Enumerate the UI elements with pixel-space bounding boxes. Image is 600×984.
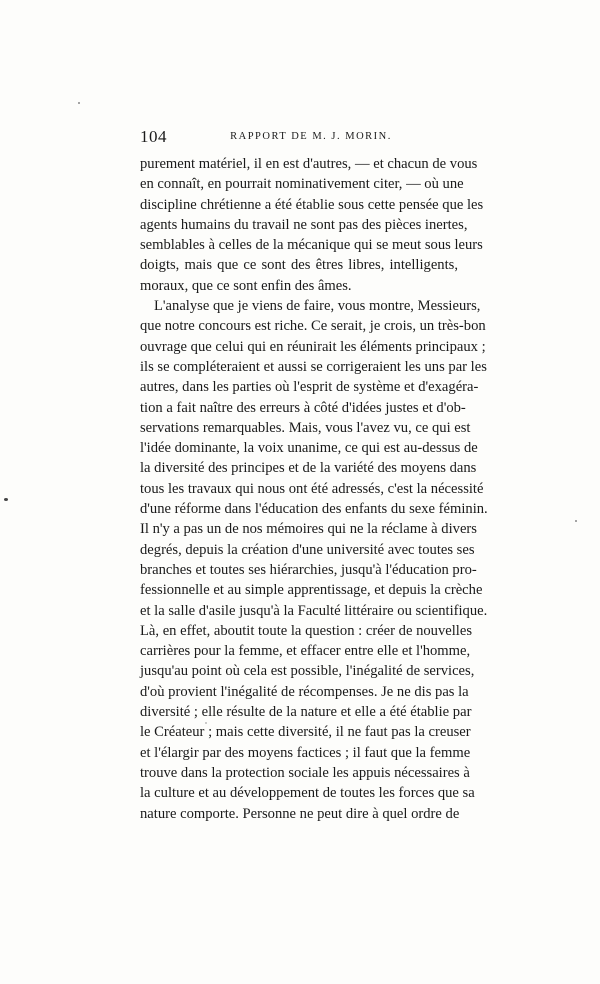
text-line: la culture et au développement de toutes les forces que sa xyxy=(140,785,475,802)
text-line: d'où provient l'inégalité de récompenses. Je ne dis pas la xyxy=(140,683,469,700)
text-line: semblables à celles de la mécanique qui se meut sous leurs xyxy=(140,237,483,254)
text-line: degrés, depuis la création d'une université avec toutes ses xyxy=(140,541,475,558)
text-line: d'une réforme dans l'éducation des enfants du sexe féminin. xyxy=(140,501,488,518)
running-head: RAPPORT DE M. J. MORIN. xyxy=(230,131,392,142)
body-text xyxy=(140,154,488,824)
text-line: le Créateur ; mais cette diversité, il ne faut pas la creuser xyxy=(140,724,471,741)
text-line: tous les travaux qui nous ont été adressés, c'est la nécessité xyxy=(140,480,484,497)
paper-speck xyxy=(575,520,577,522)
text-line: Là, en effet, aboutit toute la question : créer de nouvelles xyxy=(140,622,473,639)
page-number: 104 xyxy=(140,127,167,146)
text-line: servations remarquables. Mais, vous l'avez vu, ce qui est xyxy=(140,419,471,436)
text-line: et la salle d'asile jusqu'à la Faculté littéraire ou scientifique. xyxy=(140,602,488,619)
paper-speck xyxy=(78,102,80,104)
text-line: et l'élargir par des moyens factices ; il faut que la femme xyxy=(140,744,471,761)
text-line: branches et toutes ses hiérarchies, jusqu'à l'éducation pro- xyxy=(140,561,477,578)
text-line: que notre concours est riche. Ce serait, je crois, un très-bon xyxy=(140,318,486,335)
text-line: l'idée dominante, la voix unanime, ce qui est au-dessus de xyxy=(140,440,478,457)
text-line: agents humains du travail ne sont pas des pièces inertes, xyxy=(140,216,468,233)
text-line: L'analyse que je viens de faire, vous montre, Messieurs, xyxy=(154,298,481,315)
paragraph xyxy=(140,296,488,824)
text-line: diversité ; elle résulte de la nature et elle a été établie par xyxy=(140,704,472,721)
text-line: purement matériel, il en est d'autres, — et chacun de vous xyxy=(140,156,478,172)
text-line: la diversité des principes et de la variété des moyens dans xyxy=(140,460,477,477)
text-line: doigts, mais que ce sont des êtres libres, intelligents, xyxy=(140,257,458,274)
paragraph xyxy=(140,154,484,296)
text-line: fessionnelle et au simple apprentissage, et depuis la crèche xyxy=(140,582,483,599)
text-line: ils se compléteraient et aussi se corrigeraient les uns par les xyxy=(140,358,487,375)
text-line: nature comporte. Personne ne peut dire à quel ordre de xyxy=(140,805,460,822)
page-header xyxy=(140,127,458,147)
text-line: jusqu'au point où cela est possible, l'inégalité de services, xyxy=(140,663,475,680)
text-line: trouve dans la protection sociale les appuis nécessaires à xyxy=(140,764,470,781)
text-line: moraux, que ce sont enfin des âmes. xyxy=(140,277,352,294)
text-line: tion a fait naître des erreurs à côté d'idées justes et d'ob- xyxy=(140,399,466,416)
text-line: Il n'y a pas un de nos mémoires qui ne la réclame à divers xyxy=(140,521,477,538)
text-line: autres, dans les parties où l'esprit de système et d'exagéra- xyxy=(140,379,479,396)
text-line: en connaît, en pourrait nominativement citer, — où une xyxy=(140,176,464,193)
text-line: ouvrage que celui qui en réunirait les éléments principaux ; xyxy=(140,338,486,355)
text-line: carrières pour la femme, et effacer entre elle et l'homme, xyxy=(140,643,471,660)
paper-speck xyxy=(4,498,8,501)
text-line: discipline chrétienne a été établie sous cette pensée que les xyxy=(140,196,484,213)
